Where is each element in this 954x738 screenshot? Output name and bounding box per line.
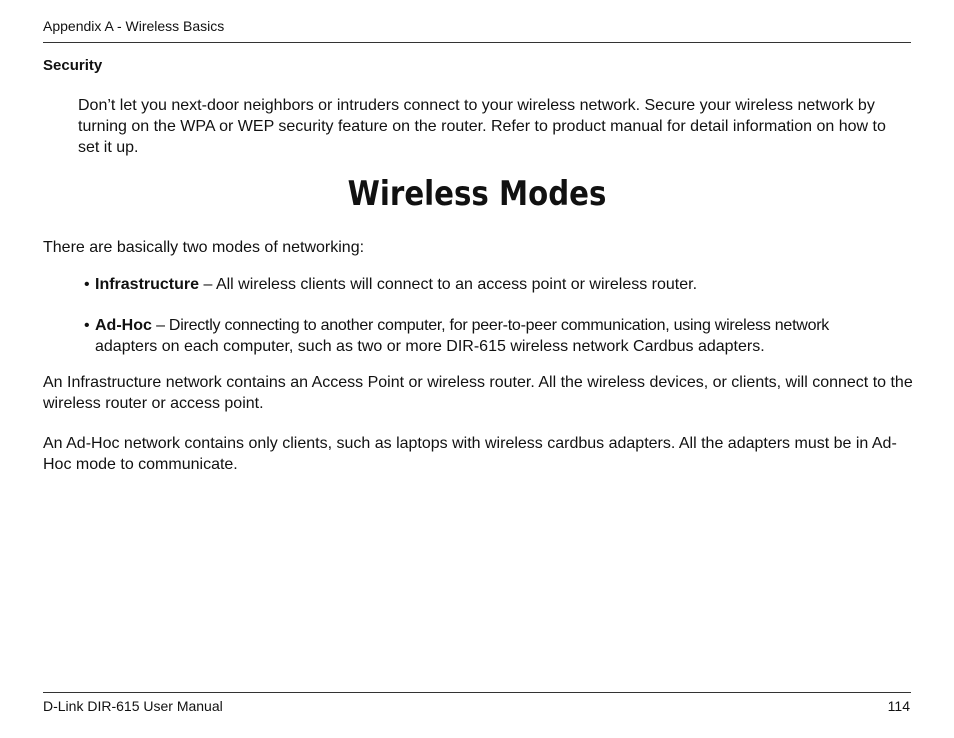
page-header-breadcrumb: Appendix A - Wireless Basics bbox=[43, 18, 225, 34]
bullet-description: – All wireless clients will connect to an access point or wireless router. bbox=[199, 276, 698, 293]
ad-hoc-paragraph: An Ad-Hoc network contains only clients, such as laptops with wireless cardbus adapters. All the adapters must be in Ad-Hoc mode to communicate. bbox=[43, 435, 897, 473]
footer-page-number: 114 bbox=[887, 698, 910, 714]
bullet-icon: • bbox=[84, 276, 90, 293]
list-item-infrastructure bbox=[84, 274, 884, 295]
section-heading-security: Security bbox=[43, 57, 103, 74]
bullet-description-continuation: adapters on each computer, such as two or more DIR-615 wireless network Cardbus adapters. bbox=[95, 338, 765, 355]
footer-divider bbox=[43, 692, 911, 693]
header-divider bbox=[43, 42, 911, 43]
security-paragraph: Don’t let you next-door neighbors or intruders connect to your wireless network. Secure your wireless network by turning on the WPA or WEP security feature on the router. Refer to product manual for detail information on how to set it up. bbox=[78, 97, 886, 156]
bullet-icon: • bbox=[84, 317, 90, 334]
bullet-description: – Directly connecting to another computer, for peer-to-peer communication, using wireless network bbox=[151, 317, 830, 334]
bullet-term: Ad-Hoc bbox=[95, 317, 152, 334]
footer-manual-name: D-Link DIR-615 User Manual bbox=[43, 698, 223, 714]
intro-paragraph: There are basically two modes of networking: bbox=[43, 239, 365, 256]
bullet-term: Infrastructure bbox=[95, 276, 200, 293]
list-item-ad-hoc bbox=[84, 315, 884, 357]
page-title: Wireless Modes bbox=[347, 174, 607, 214]
infrastructure-paragraph: An Infrastructure network contains an Access Point or wireless router. All the wireless devices, or clients, will connect to the wireless router or access point. bbox=[43, 374, 913, 412]
